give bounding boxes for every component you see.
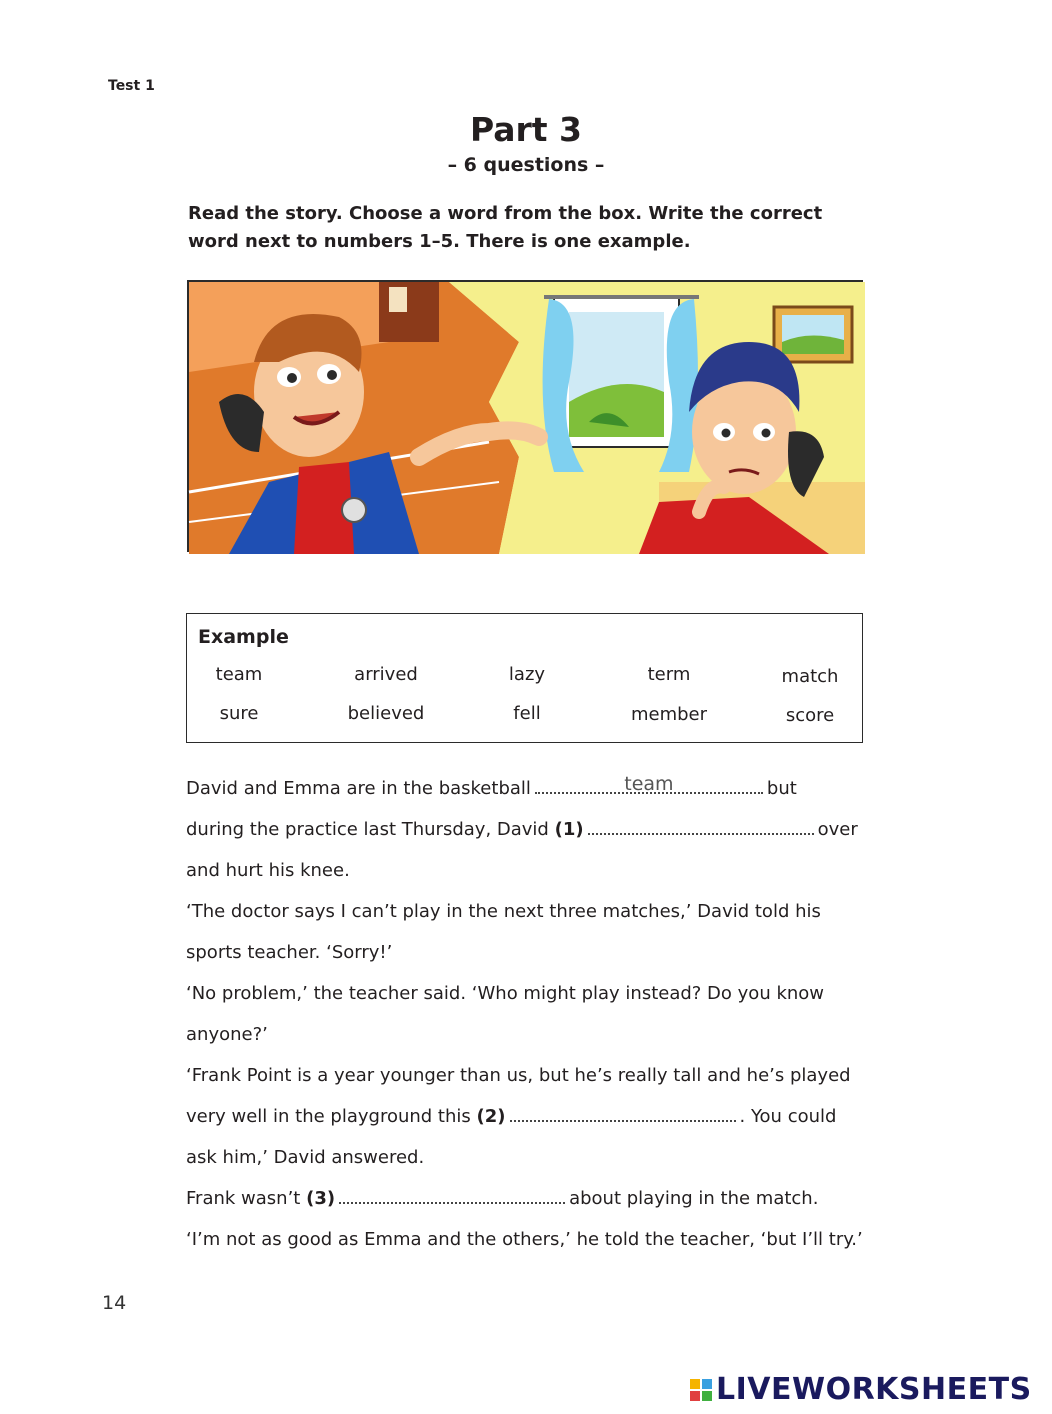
test-label: Test 1 [108, 78, 155, 94]
brand-name: LIVEWORKSHEETS [716, 1372, 1032, 1407]
questions-count: – 6 questions – [447, 154, 605, 176]
page-number: 14 [102, 1292, 127, 1314]
question-number-3: (3) [306, 1188, 336, 1209]
answer-blank-1[interactable] [588, 813, 814, 835]
word-option: term [647, 664, 691, 685]
example-label: Example [198, 626, 289, 648]
story-line: ask him,’ David answered. [186, 1147, 425, 1168]
liveworksheets-logo [690, 1372, 1032, 1407]
word-option: fell [513, 703, 541, 724]
story-line: sports teacher. ‘Sorry!’ [186, 942, 393, 963]
story-line: Frank wasn’t (3) about playing in the match. [186, 1178, 876, 1219]
liveworksheets-icon [690, 1379, 712, 1401]
story-line: anyone?’ [186, 1024, 268, 1045]
story-line: and hurt his knee. [186, 860, 350, 881]
word-option: believed [347, 703, 425, 724]
instructions: Read the story. Choose a word from the box. Write the correct word next to numbers 1–5. There is one example. [188, 203, 823, 252]
story-line: ‘Frank Point is a year younger than us, but he’s really tall and he’s played [186, 1065, 851, 1086]
story-line: David and Emma are in the basketball team but [186, 768, 876, 809]
story-line: ‘I’m not as good as Emma and the others,’ he told the teacher, ‘but I’ll try.’ [186, 1229, 863, 1250]
word-option: team [215, 664, 263, 685]
word-option: lazy [508, 664, 546, 685]
word-option: arrived [354, 664, 418, 685]
word-box [186, 613, 863, 743]
story-line: during the practice last Thursday, David (1) over [186, 809, 876, 850]
story-illustration [187, 280, 863, 552]
story-text [186, 768, 876, 1260]
question-number-2: (2) [476, 1106, 506, 1127]
story-line: very well in the playground this (2) . You could [186, 1096, 876, 1137]
story-line: ‘The doctor says I can’t play in the next three matches,’ David told his [186, 901, 821, 922]
question-number-1: (1) [554, 819, 584, 840]
example-answer: team [624, 773, 674, 795]
word-option: sure [219, 703, 259, 724]
answer-blank-2[interactable] [510, 1100, 736, 1122]
word-option: member [630, 704, 708, 725]
answer-blank-3[interactable] [339, 1182, 565, 1204]
example-answer-blank [535, 772, 763, 794]
part-title: Part 3 [469, 110, 583, 149]
word-option: match [781, 666, 839, 687]
story-line: ‘No problem,’ the teacher said. ‘Who might play instead? Do you know [186, 983, 825, 1004]
word-option: score [785, 705, 835, 726]
